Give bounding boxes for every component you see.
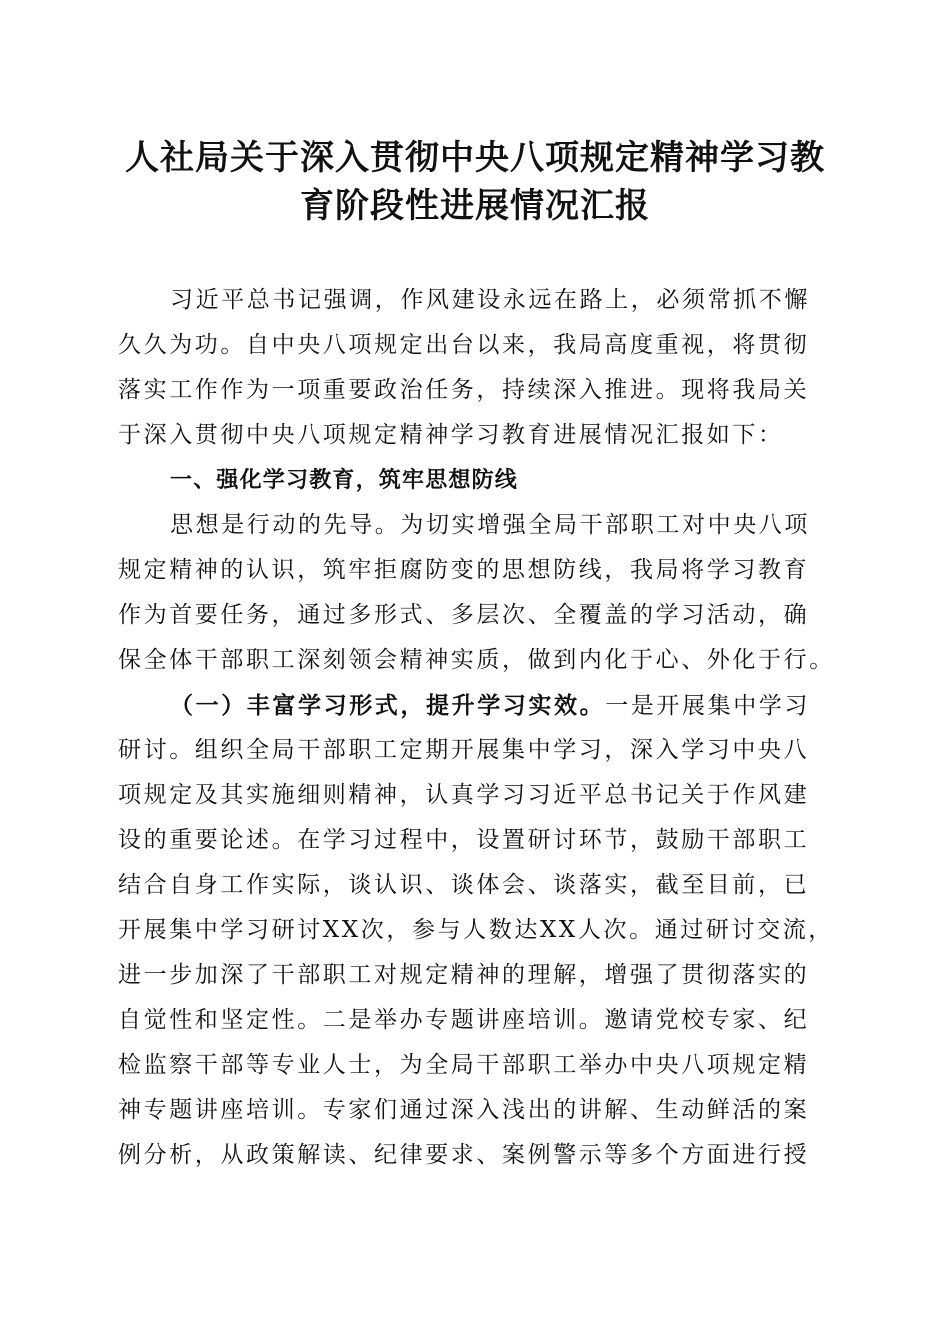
paragraph-line: 习近平总书记强调，作风建设永远在路上，必须常抓不懈	[170, 287, 810, 313]
paragraph-line: 保全体干部职工深刻领会精神实质，做到内化于心、外化于行。	[118, 647, 835, 673]
subheading-lead: （一）丰富学习形式，提升学习实效。	[170, 692, 606, 719]
paragraph-line: 落实工作作为一项重要政治任务，持续深入推进。现将我局关	[118, 377, 810, 403]
document-title	[112, 134, 838, 230]
paragraph-learning-forms	[118, 683, 834, 1178]
title-line-2: 育阶段性进展情况汇报	[300, 186, 650, 226]
paragraph-line: 设的重要论述。在学习过程中，设置研讨环节，鼓励干部职工	[118, 827, 810, 853]
title-line-1: 人社局关于深入贯彻中央八项规定精神学习教	[125, 138, 825, 178]
paragraph-intro	[118, 278, 834, 458]
paragraph-line: 检监察干部等专业人士，为全局干部职工举办中央八项规定精	[118, 1052, 810, 1078]
subheading-lead-rest: 一是开展集中学习	[605, 693, 811, 719]
section-heading-text: 一、强化学习教育，筑牢思想防线	[170, 468, 519, 493]
paragraph-first-line	[118, 683, 834, 728]
paragraph-line: 神专题讲座培训。专家们通过深入浅出的讲解、生动鲜活的案	[118, 1097, 810, 1123]
paragraph-line: 思想是行动的先导。为切实增强全局干部职工对中央八项	[170, 512, 810, 538]
paragraph-line: 规定精神的认识，筑牢拒腐防变的思想防线，我局将学习教育	[118, 557, 810, 583]
paragraph-line: 进一步加深了干部职工对规定精神的理解，增强了贯彻落实的	[118, 962, 810, 988]
paragraph-line: 结合自身工作实际，谈认识、谈体会、谈落实，截至目前，已	[118, 872, 810, 898]
paragraph-line: 研讨。组织全局干部职工定期开展集中学习，深入学习中央八	[118, 737, 810, 763]
paragraph-line: 项规定及其实施细则精神，认真学习习近平总书记关于作风建	[118, 782, 810, 808]
document-body	[118, 278, 834, 1178]
section-heading-1	[118, 458, 834, 503]
paragraph-line: 自觉性和坚定性。二是举办专题讲座培训。邀请党校专家、纪	[118, 1007, 810, 1033]
paragraph-line: 于深入贯彻中央八项规定精神学习教育进展情况汇报如下：	[118, 422, 784, 448]
paragraph-line: 作为首要任务，通过多形式、多层次、全覆盖的学习活动，确	[118, 602, 810, 628]
paragraph-line: 例分析，从政策解读、纪律要求、案例警示等多个方面进行授	[118, 1142, 810, 1168]
paragraph-line: 开展集中学习研讨XX次，参与人数达XX人次。通过研讨交流，	[118, 917, 834, 943]
paragraph-line: 久久为功。自中央八项规定出台以来，我局高度重视，将贯彻	[118, 332, 810, 358]
paragraph-thought-guidance	[118, 503, 834, 683]
